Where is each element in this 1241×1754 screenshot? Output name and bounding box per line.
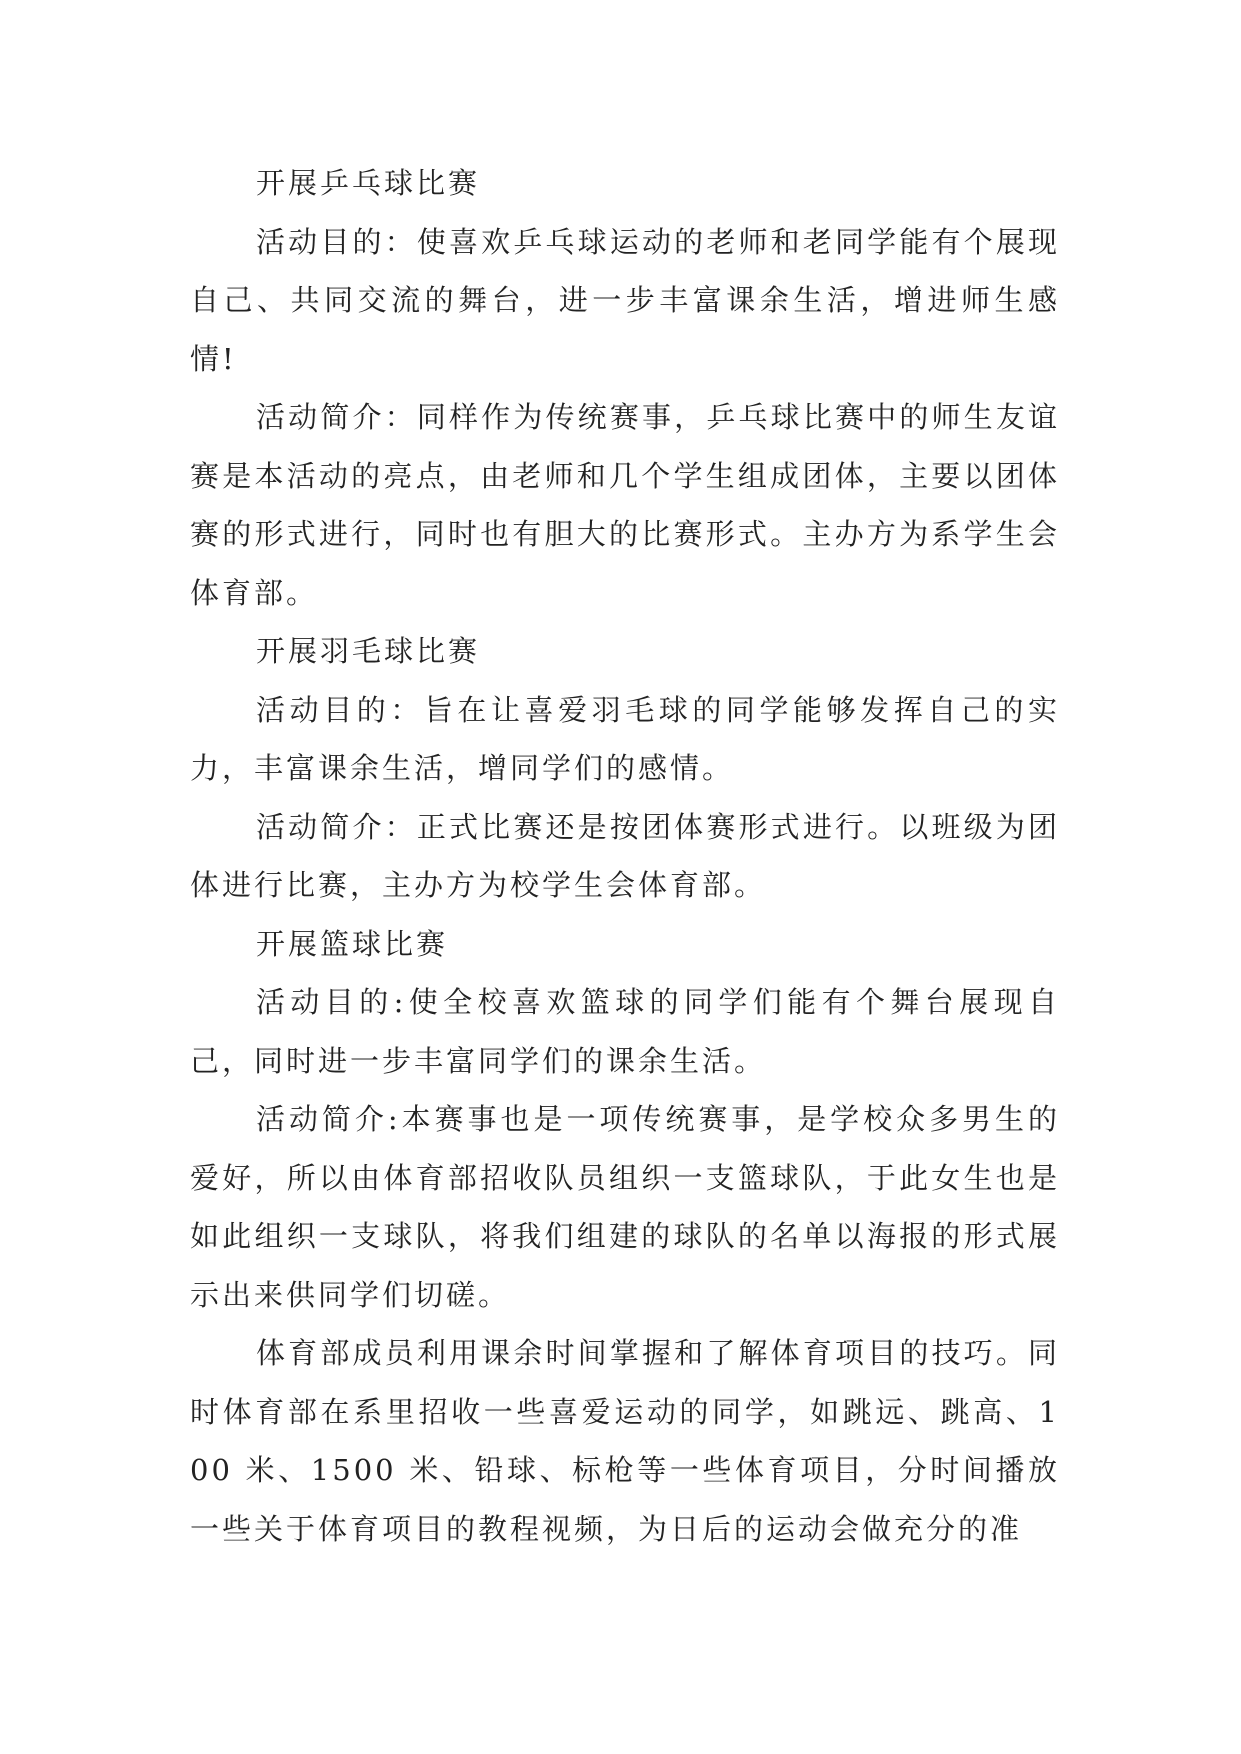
paragraph-badminton-purpose: 活动目的：旨在让喜爱羽毛球的同学能够发挥自己的实力，丰富课余生活，增同学们的感情。: [190, 692, 1060, 785]
paragraph-basketball-purpose: 活动目的:使全校喜欢篮球的同学们能有个舞台展现自己，同时进一步丰富同学们的课余生活。: [190, 985, 1060, 1078]
paragraph-basketball-intro: 活动简介:本赛事也是一项传统赛事，是学校众多男生的爱好，所以由体育部招收队员组织一支篮球队，于此女生也是如此组织一支球队，将我们组建的球队的名单以海报的形式展示出来供同学们切磋。: [190, 1102, 1060, 1312]
heading-table-tennis: 开展乒乓球比赛: [256, 166, 481, 200]
document-body: [190, 154, 1060, 1558]
paragraph-sports-dept-training: 体育部成员利用课余时间掌握和了解体育项目的技巧。同时体育部在系里招收一些喜爱运动的同学，如跳远、跳高、100 米、1500 米、铅球、标枪等一些体育项目，分时间播放一些关于体育项目的教程视频，为日后的运动会做充分的准: [190, 1336, 1060, 1546]
heading-badminton: 开展羽毛球比赛: [256, 634, 481, 668]
heading-basketball: 开展篮球比赛: [256, 926, 449, 961]
paragraph-table-tennis-intro: 活动简介：同样作为传统赛事，乒乓球比赛中的师生友谊赛是本活动的亮点，由老师和几个学生组成团体，主要以团体赛的形式进行，同时也有胆大的比赛形式。主办方为系学生会体育部。: [190, 400, 1060, 610]
paragraph-badminton-intro: 活动简介：正式比赛还是按团体赛形式进行。以班级为团体进行比赛，主办方为校学生会体育部。: [190, 809, 1060, 902]
paragraph-table-tennis-purpose: 活动目的：使喜欢乒乓球运动的老师和老同学能有个展现自己、共同交流的舞台，进一步丰富课余生活，增进师生感情!: [190, 224, 1060, 376]
